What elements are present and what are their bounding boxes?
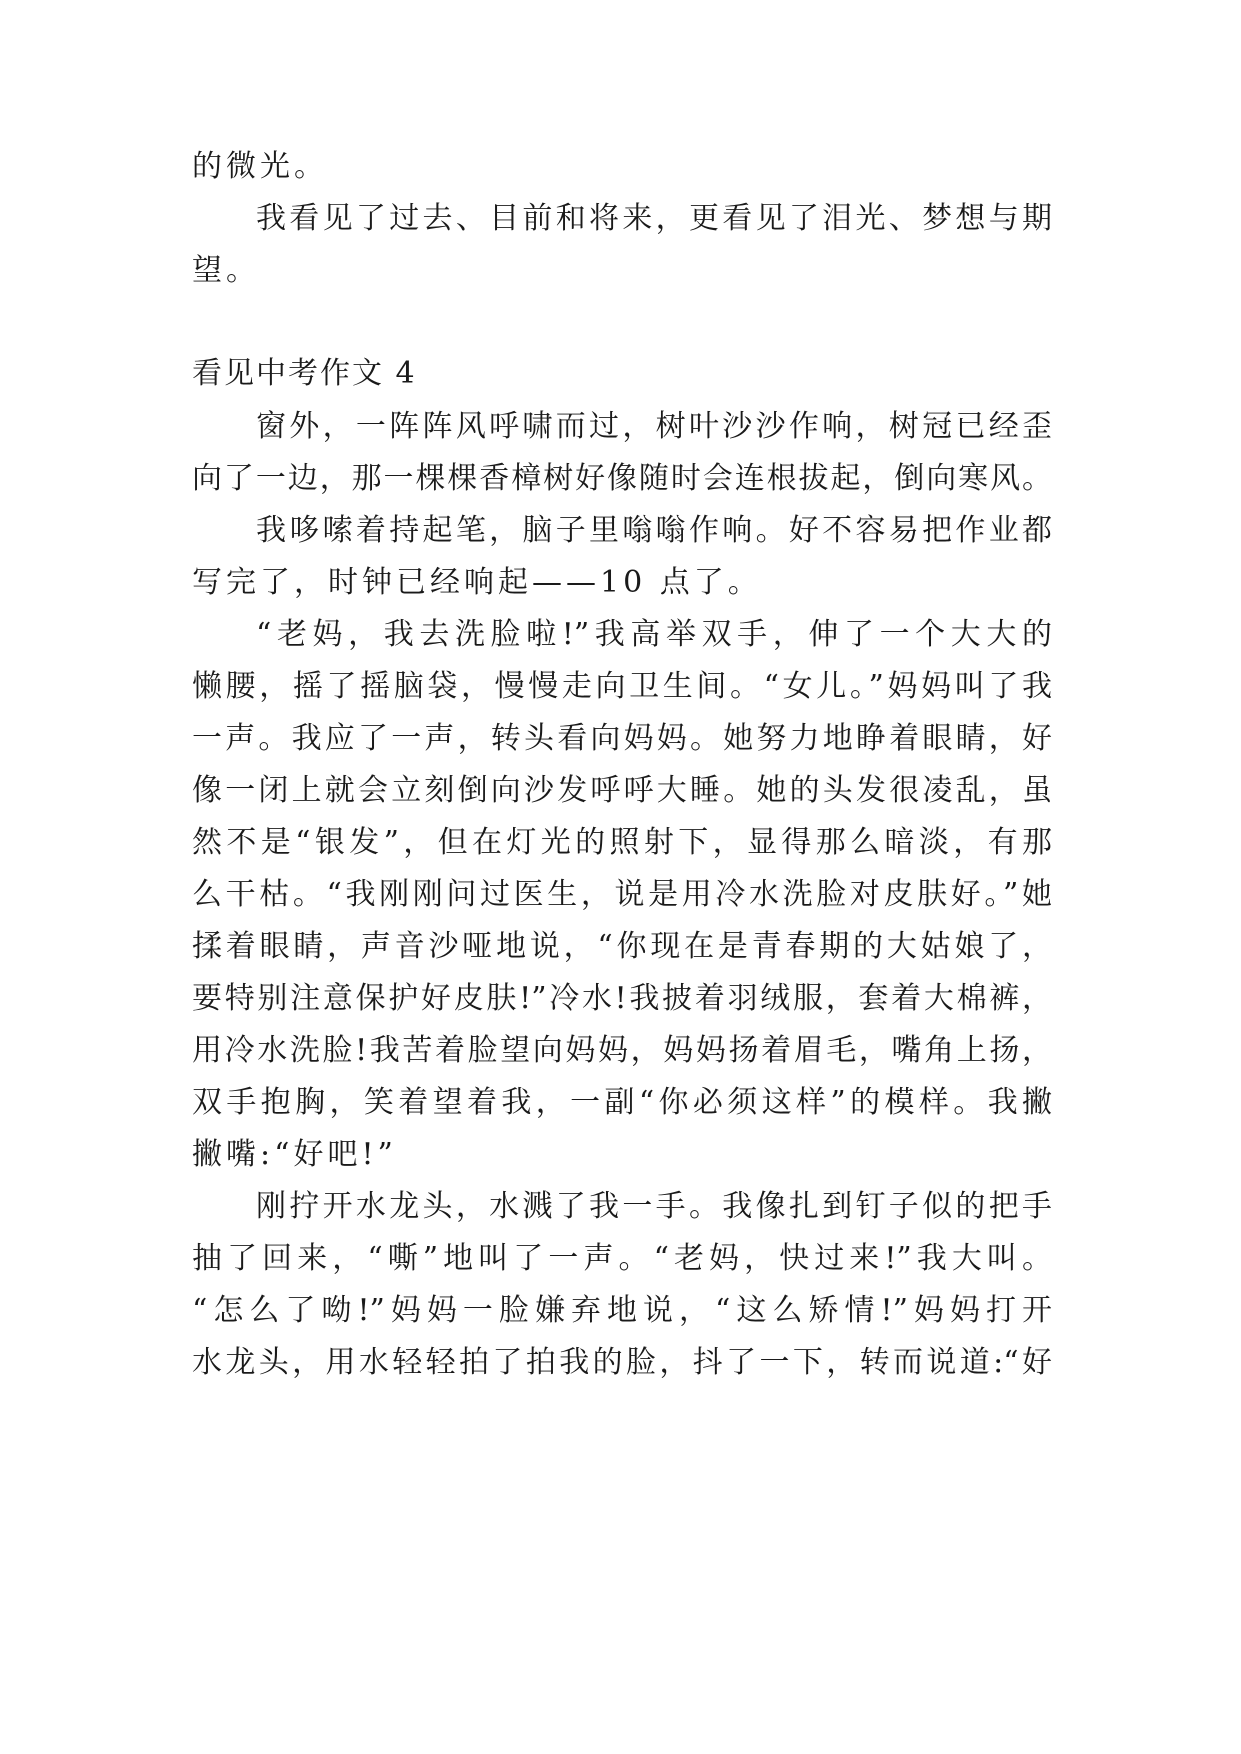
- text-line: 向了一边，那一棵棵香樟树好像随时会连根拔起，倒向寒风。: [192, 461, 1052, 496]
- text-line: “怎么了呦!”妈妈一脸嫌弃地说，“这么矫情!”妈妈打开: [192, 1293, 1052, 1328]
- paragraph-start-line: 我看见了过去、目前和将来，更看见了泪光、梦想与期: [256, 201, 1052, 236]
- text-line: 的微光。: [192, 149, 328, 184]
- text-line: 双手抱胸，笑着望着我，一副“你必须这样”的模样。我撇: [192, 1085, 1052, 1120]
- text-line: 写完了，时钟已经响起——10 点了。: [192, 565, 762, 600]
- text-line: 要特别注意保护好皮肤!”冷水!我披着羽绒服，套着大棉裤，: [192, 981, 1052, 1016]
- paragraph-start-line: 我哆嗦着持起笔，脑子里嗡嗡作响。好不容易把作业都: [256, 513, 1052, 548]
- text-line: 然不是“银发”，但在灯光的照射下，显得那么暗淡，有那: [192, 825, 1052, 860]
- text-line: 像一闭上就会立刻倒向沙发呼呼大睡。她的头发很凌乱，虽: [192, 773, 1052, 808]
- text-line: 么干枯。“我刚刚问过医生，说是用冷水洗脸对皮肤好。”她: [192, 877, 1052, 912]
- text-line: 水龙头，用水轻轻拍了拍我的脸，抖了一下，转而说道:“好: [192, 1345, 1052, 1380]
- section-heading: 看见中考作文 4: [192, 356, 417, 391]
- text-line: 揉着眼睛，声音沙哑地说，“你现在是青春期的大姑娘了，: [192, 929, 1052, 964]
- paragraph-start-line: “老妈，我去洗脸啦!”我高举双手，伸了一个大大的: [256, 617, 1052, 652]
- paragraph-start-line: 刚拧开水龙头，水溅了我一手。我像扎到钉子似的把手: [256, 1189, 1052, 1224]
- text-line: 懒腰，摇了摇脑袋，慢慢走向卫生间。“女儿。”妈妈叫了我: [192, 669, 1052, 704]
- paragraph-start-line: 窗外，一阵阵风呼啸而过，树叶沙沙作响，树冠已经歪: [256, 409, 1052, 444]
- text-line: 撇嘴:“好吧!”: [192, 1137, 397, 1172]
- text-line: 抽了回来，“嘶”地叫了一声。“老妈，快过来!”我大叫。: [192, 1241, 1052, 1276]
- text-line: 用冷水洗脸!我苦着脸望向妈妈，妈妈扬着眉毛，嘴角上扬，: [192, 1033, 1052, 1068]
- text-line: 一声。我应了一声，转头看向妈妈。她努力地睁着眼睛，好: [192, 721, 1052, 756]
- text-line: 望。: [192, 253, 260, 288]
